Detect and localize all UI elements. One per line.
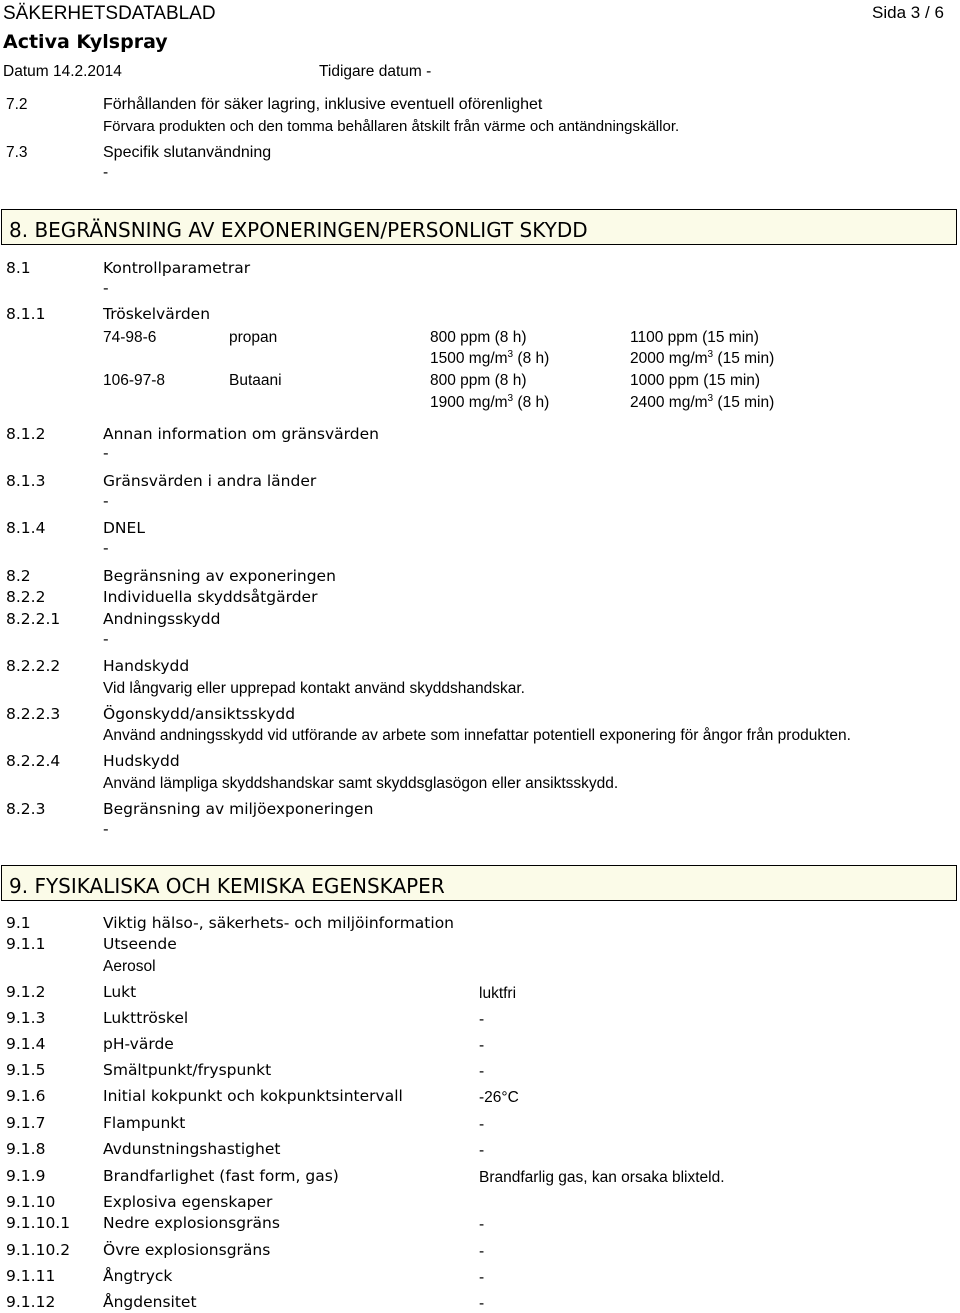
section-text: - bbox=[103, 492, 109, 510]
section-number: 8.2 bbox=[6, 567, 31, 585]
property-label: Ångtryck bbox=[103, 1267, 173, 1285]
property-number: 9.1.3 bbox=[6, 1009, 46, 1027]
section-number: 9.1.10 bbox=[6, 1193, 56, 1211]
section-title: Hudskydd bbox=[103, 752, 180, 770]
section-number: 8.2.3 bbox=[6, 800, 46, 818]
property-value: - bbox=[479, 1295, 485, 1312]
section-text: - bbox=[103, 630, 109, 648]
property-number: 9.1.10.1 bbox=[6, 1214, 71, 1232]
property-label: Ångdensitet bbox=[103, 1293, 197, 1311]
property-number: 9.1.8 bbox=[6, 1140, 46, 1158]
property-label: pH-värde bbox=[103, 1035, 174, 1053]
product-name: Activa Kylspray bbox=[3, 31, 168, 53]
section-9-heading-band bbox=[1, 865, 957, 901]
section-number: 7.3 bbox=[6, 144, 28, 161]
section-title: Begränsning av miljöexponeringen bbox=[103, 800, 374, 818]
property-label: Initial kokpunkt och kokpunktsintervall bbox=[103, 1087, 403, 1105]
property-value: luktfri bbox=[479, 985, 517, 1002]
section-number: 8.2.2.3 bbox=[6, 705, 61, 723]
page-label: Sida bbox=[872, 3, 907, 22]
section-title: Begränsning av exponeringen bbox=[103, 567, 336, 585]
property-label: Lukt bbox=[103, 983, 137, 1001]
limit-8h-mg: 1900 $mg/m^3$ (8 h) bbox=[430, 393, 550, 411]
section-number: 8.2.2 bbox=[6, 588, 46, 606]
property-number: 9.1.5 bbox=[6, 1061, 46, 1079]
section-text: - bbox=[103, 164, 109, 181]
property-label: Flampunkt bbox=[103, 1114, 186, 1132]
section-title: Andningsskydd bbox=[103, 610, 221, 628]
page-separator: / bbox=[924, 3, 930, 22]
property-value: - bbox=[479, 1116, 485, 1133]
section-text: - bbox=[103, 279, 109, 297]
section-number: 8.1.4 bbox=[6, 519, 46, 537]
property-number: 9.1.12 bbox=[6, 1293, 56, 1311]
limit-8h: 800 ppm (8 h) bbox=[430, 329, 527, 346]
section-title: Individuella skyddsåtgärder bbox=[103, 588, 318, 606]
property-number: 9.1.9 bbox=[6, 1167, 46, 1185]
section-title: Utseende bbox=[103, 935, 177, 953]
cas-number: 106-97-8 bbox=[103, 372, 166, 389]
section-number: 8.1.3 bbox=[6, 472, 46, 490]
section-text: Förvara produkten och den tomma behållaren åtskilt från värme och antändningskällor. bbox=[103, 118, 680, 135]
section-title: Explosiva egenskaper bbox=[103, 1193, 273, 1211]
section-title: Kontrollparametrar bbox=[103, 259, 251, 277]
section-text: - bbox=[103, 820, 109, 838]
section-9-heading: 9. FYSIKALISKA OCH KEMISKA EGENSKAPER bbox=[9, 874, 445, 898]
property-value: - bbox=[479, 1243, 485, 1260]
section-title: Ögonskydd/ansiktsskydd bbox=[103, 705, 296, 723]
property-label: Brandfarlighet (fast form, gas) bbox=[103, 1167, 339, 1185]
property-value: - bbox=[479, 1063, 485, 1080]
property-value: - bbox=[479, 1037, 485, 1054]
property-label: Nedre explosionsgräns bbox=[103, 1214, 280, 1232]
section-title: Förhållanden för säker lagring, inklusive eventuell oförenlighet bbox=[103, 96, 543, 113]
substance-name: propan bbox=[229, 329, 278, 346]
limit-15min-mg: 2000 $mg/m^3$ (15 min) bbox=[630, 349, 775, 367]
limit-15min: 1000 ppm (15 min) bbox=[630, 372, 761, 389]
section-title: Handskydd bbox=[103, 657, 190, 675]
limit-15min-mg: 2400 $mg/m^3$ (15 min) bbox=[630, 393, 775, 411]
property-label: Avdunstningshastighet bbox=[103, 1140, 281, 1158]
property-label: Övre explosionsgräns bbox=[103, 1241, 271, 1259]
section-title: Tröskelvärden bbox=[103, 305, 211, 323]
section-8-heading-band bbox=[1, 209, 957, 245]
section-number: 8.1.2 bbox=[6, 425, 46, 443]
section-number: 8.2.2.4 bbox=[6, 752, 61, 770]
property-value: Brandfarlig gas, kan orsaka blixteld. bbox=[479, 1169, 725, 1186]
property-number: 9.1.7 bbox=[6, 1114, 46, 1132]
property-value: -26°C bbox=[479, 1089, 519, 1106]
page-indicator bbox=[872, 4, 944, 21]
substance-name: Butaani bbox=[229, 372, 282, 389]
section-text: - bbox=[103, 539, 109, 557]
property-number: 9.1.2 bbox=[6, 983, 46, 1001]
section-title: DNEL bbox=[103, 519, 145, 537]
section-number: 8.1.1 bbox=[6, 305, 46, 323]
section-number: 7.2 bbox=[6, 96, 28, 113]
section-number: 9.1 bbox=[6, 914, 31, 932]
section-title: Viktig hälso-, säkerhets- och miljöinformation bbox=[103, 914, 454, 932]
property-number: 9.1.4 bbox=[6, 1035, 46, 1053]
limit-8h-mg: 1500 $mg/m^3$ (8 h) bbox=[430, 349, 550, 367]
section-title: Annan information om gränsvärden bbox=[103, 425, 379, 443]
section-number: 8.2.2.2 bbox=[6, 657, 61, 675]
property-label: Lukttröskel bbox=[103, 1009, 189, 1027]
section-text: Använd lämpliga skyddshandskar samt skyddsglasögon eller ansiktsskydd. bbox=[103, 775, 619, 792]
property-number: 9.1.11 bbox=[6, 1267, 56, 1285]
previous-date: Tidigare datum - bbox=[319, 63, 432, 80]
cas-number: 74-98-6 bbox=[103, 329, 157, 346]
section-title: Specifik slutanvändning bbox=[103, 144, 272, 161]
page-total: 6 bbox=[934, 3, 944, 22]
section-text: Vid långvarig eller upprepad kontakt använd skyddshandskar. bbox=[103, 680, 525, 697]
section-number: 9.1.1 bbox=[6, 935, 46, 953]
section-8-heading: 8. BEGRÄNSNING AV EXPONERINGEN/PERSONLIGT SKYDD bbox=[9, 218, 588, 242]
limit-15min: 1100 ppm (15 min) bbox=[630, 329, 759, 346]
limit-8h: 800 ppm (8 h) bbox=[430, 372, 527, 389]
page-current: 3 bbox=[910, 3, 921, 22]
property-value: - bbox=[479, 1011, 485, 1028]
property-number: 9.1.6 bbox=[6, 1087, 46, 1105]
property-number: 9.1.10.2 bbox=[6, 1241, 71, 1259]
section-number: 8.2.2.1 bbox=[6, 610, 61, 628]
property-value: - bbox=[479, 1216, 485, 1233]
property-value: - bbox=[479, 1269, 485, 1286]
property-value: - bbox=[479, 1142, 485, 1159]
document-type: SÄKERHETSDATABLAD bbox=[3, 3, 216, 24]
document-date: Datum 14.2.2014 bbox=[3, 63, 122, 80]
section-number: 8.1 bbox=[6, 259, 31, 277]
section-title: Gränsvärden i andra länder bbox=[103, 472, 317, 490]
property-label: Smältpunkt/fryspunkt bbox=[103, 1061, 272, 1079]
section-text: - bbox=[103, 444, 109, 462]
section-text: Aerosol bbox=[103, 958, 156, 975]
section-text: Använd andningsskydd vid utförande av arbete som innefattar potentiell exponering för ångor från produkten. bbox=[103, 727, 851, 744]
